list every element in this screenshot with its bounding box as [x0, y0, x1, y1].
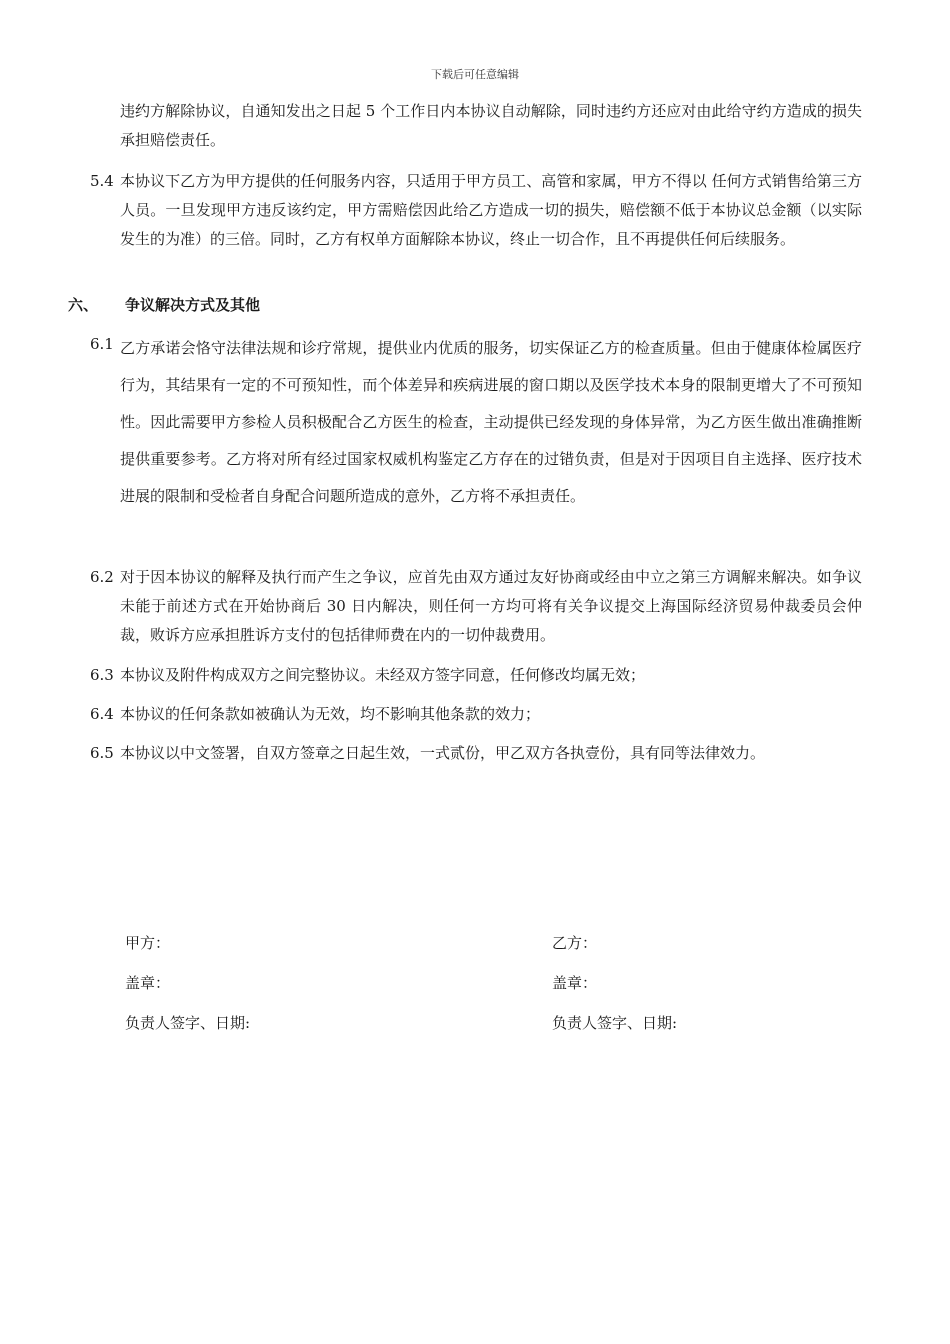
- clause-5-3-continuation: 违约方解除协议，自通知发出之日起 5 个工作日内本协议自动解除，同时违约方还应对由此给守约方造成的损失承担赔偿责任。: [120, 102, 862, 149]
- clause-6-1-number: 6.1: [90, 335, 114, 353]
- clause-5-4-text: 本协议下乙方为甲方提供的任何服务内容，只适用于甲方员工、高管和家属，甲方不得以 任何方式销售给第三方人员。一旦发现甲方违反该约定，甲方需赔偿因此给乙方造成一切的损失，赔偿额不低于本协议总金额（以实际发生的为准）的三倍。同时，乙方有权单方面解除本协议，终止一切合作，且不再提供任何后续服务。: [120, 172, 862, 248]
- clause-6-4-number: 6.4: [90, 705, 114, 723]
- section-6-number: 六、: [68, 296, 99, 314]
- party-a-label: 甲方：: [125, 934, 171, 952]
- party-b-label: 乙方：: [552, 934, 598, 952]
- clause-6-5-text: 本协议以中文签署，自双方签章之日起生效，一式贰份，甲乙双方各执壹份，具有同等法律效力。: [120, 744, 766, 762]
- clause-6-3-text: 本协议及附件构成双方之间完整协议。未经双方签字同意，任何修改均属无效；: [120, 666, 646, 684]
- party-b-seal-label: 盖章：: [552, 974, 598, 992]
- clause-6-3-number: 6.3: [90, 666, 114, 684]
- page-header-note: 下载后可任意编辑: [431, 68, 519, 81]
- clause-6-5-number: 6.5: [90, 744, 114, 762]
- clause-6-2-number: 6.2: [90, 568, 114, 586]
- party-a-sign-date-label: 负责人签字、日期:: [125, 1014, 251, 1032]
- section-6-title: 争议解决方式及其他: [125, 296, 261, 314]
- party-a-seal-label: 盖章：: [125, 974, 171, 992]
- clause-5-4-number: 5.4: [90, 172, 114, 190]
- party-b-sign-date-label: 负责人签字、日期:: [552, 1014, 678, 1032]
- clause-6-1-text: 乙方承诺会恪守法律法规和诊疗常规，提供业内优质的服务，切实保证乙方的检查质量。但由于健康体检属医疗行为，其结果有一定的不可预知性，而个体差异和疾病进展的窗口期以及医学技术本身的限制更增大了不可预知性。因此需要甲方参检人员积极配合乙方医生的检查，主动提供已经发现的身体异常，为乙方医生做出准确推断提供重要参考。乙方将对所有经过国家权威机构鉴定乙方存在的过错负责，但是对于因项目自主选择、医疗技术进展的限制和受检者自身配合问题所造成的意外，乙方将不承担责任。: [120, 339, 862, 505]
- clause-6-2-text: 对于因本协议的解释及执行而产生之争议，应首先由双方通过友好协商或经由中立之第三方调解来解决。如争议未能于前述方式在开始协商后 30 日内解决，则任何一方均可将有关争议提交上海国际经济贸易仲裁委员会仲裁，败诉方应承担胜诉方支付的包括律师费在内的一切仲裁费用。: [120, 568, 862, 644]
- clause-6-4-text: 本协议的任何条款如被确认为无效，均不影响其他条款的效力；: [120, 705, 541, 723]
